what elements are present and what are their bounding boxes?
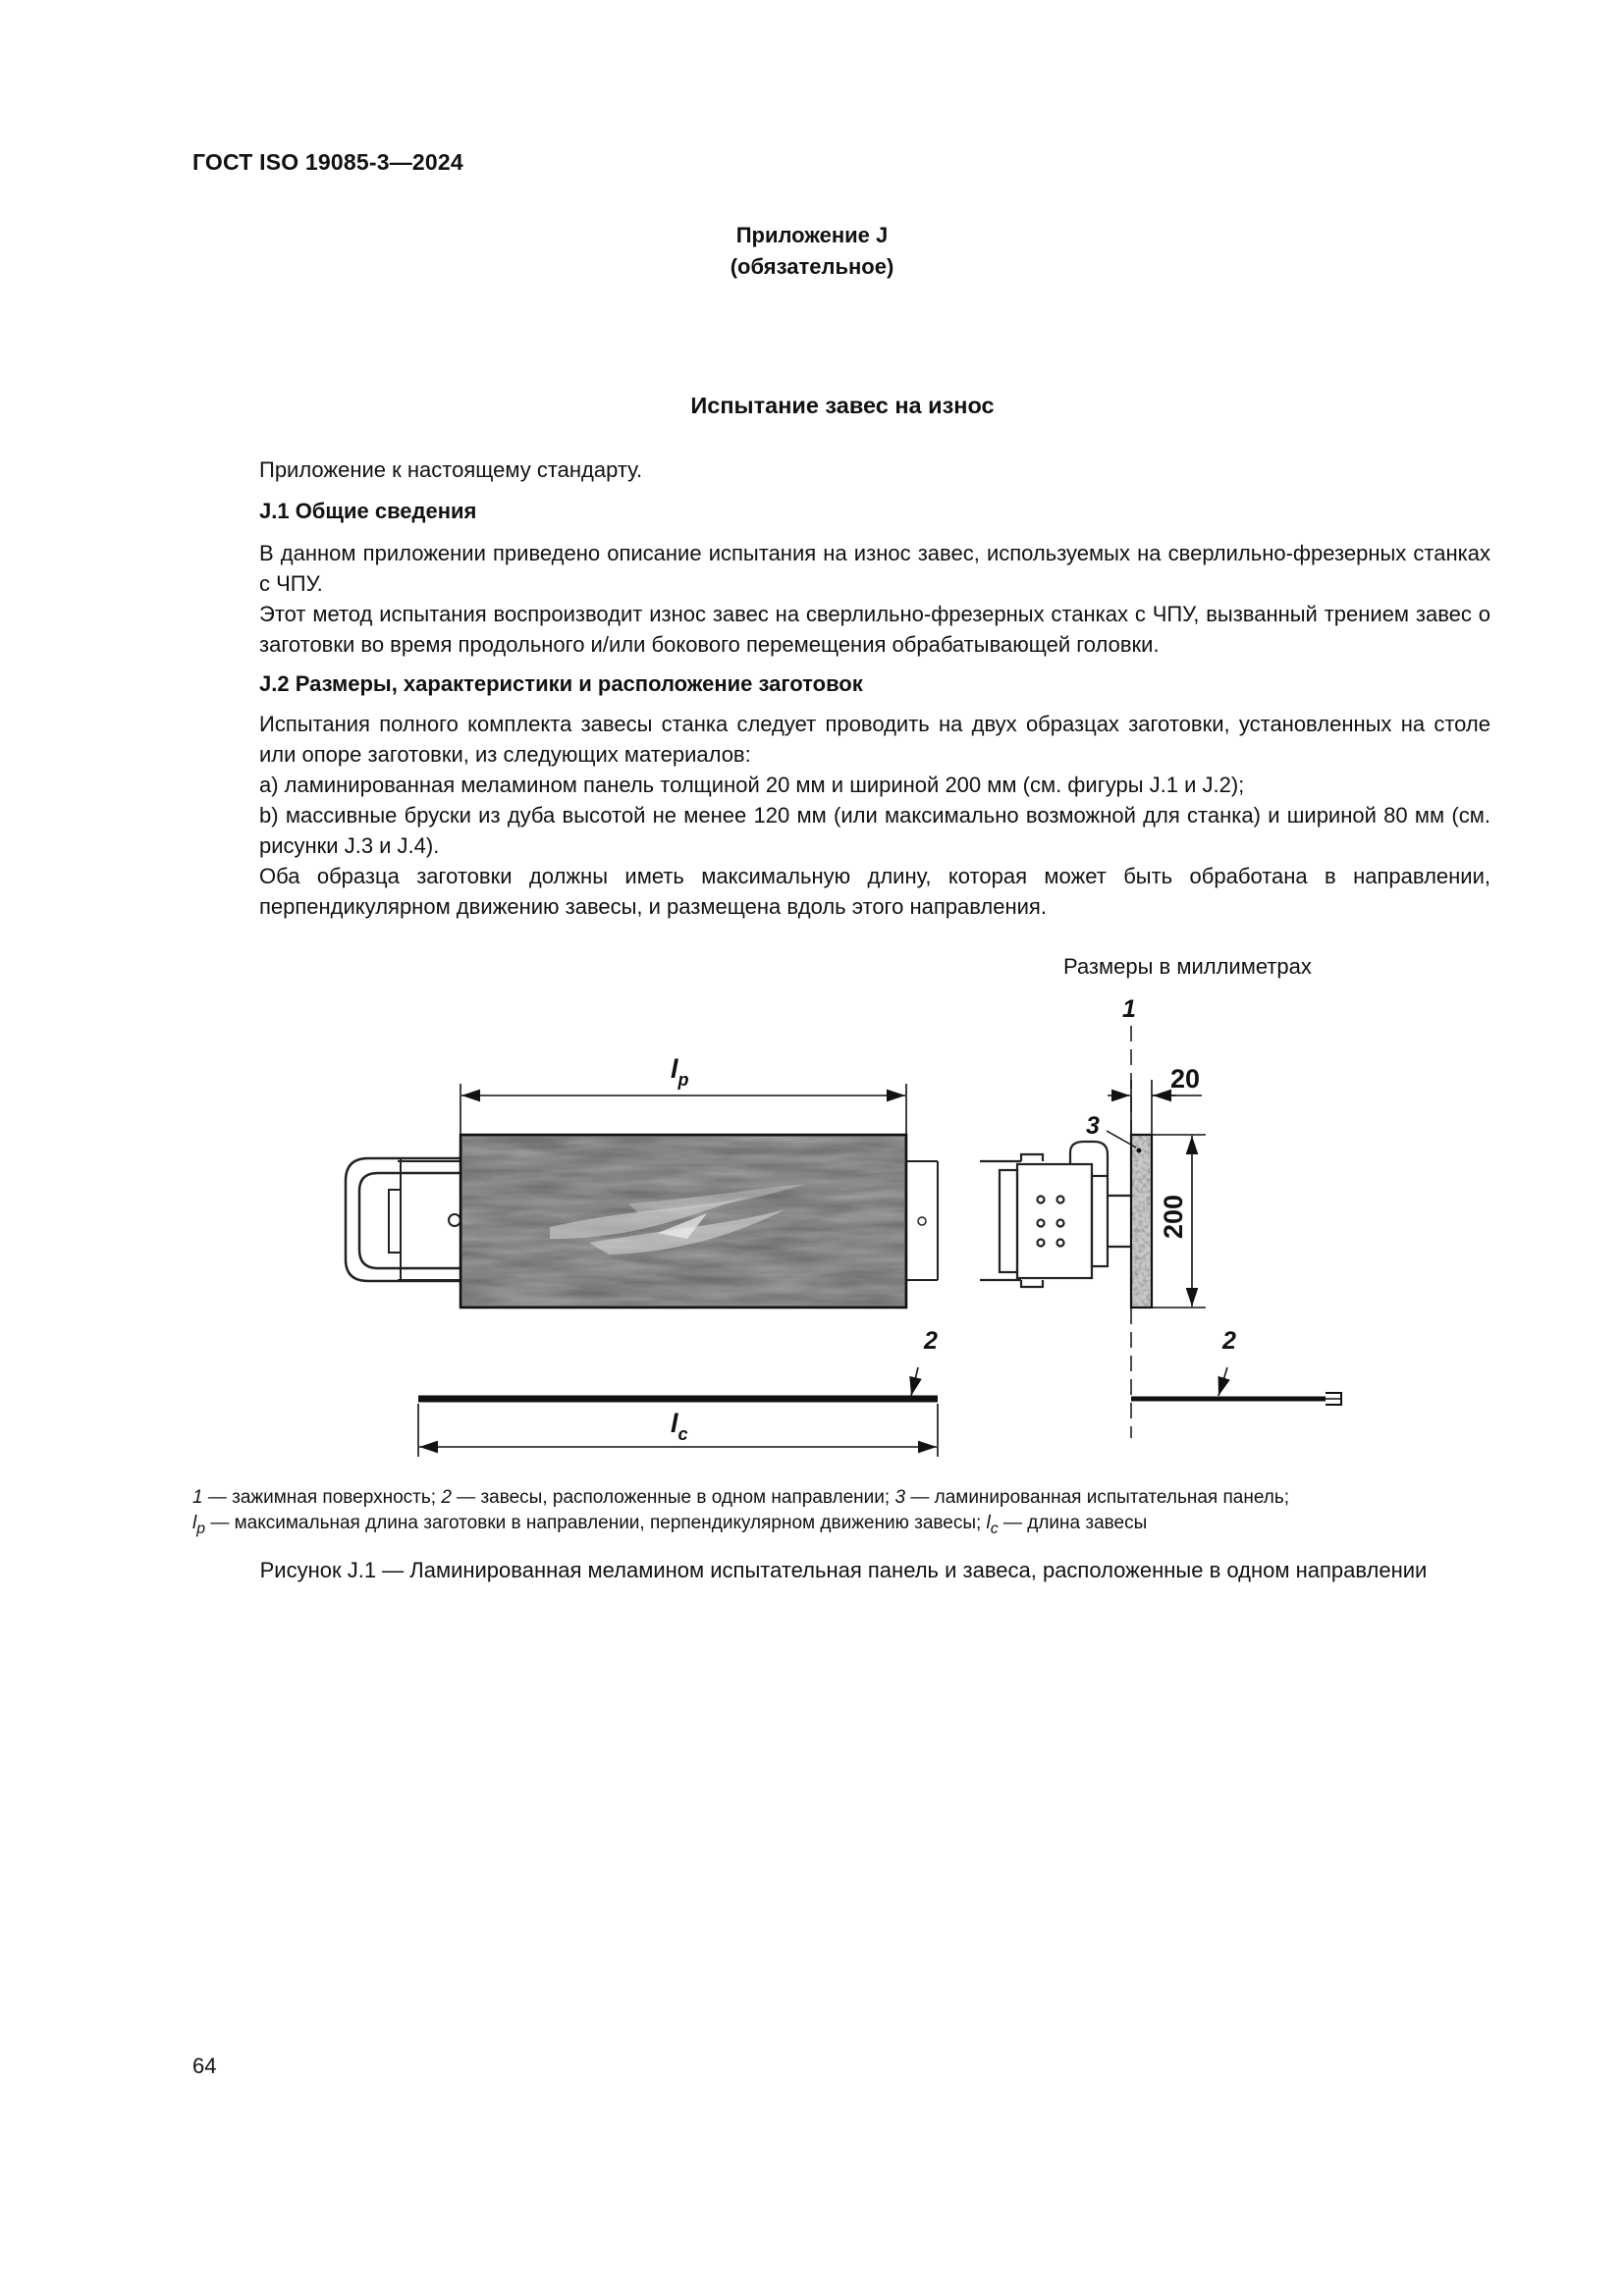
j1-heading: J.1 Общие сведения (259, 499, 477, 523)
document-header: ГОСТ ISO 19085-3—2024 (192, 149, 463, 175)
laminated-panel-top-view (460, 1135, 906, 1308)
j2-heading: J.2 Размеры, характеристики и расположение заготовок (259, 671, 863, 696)
clamp-right (980, 1142, 1131, 1287)
legend-key-3: 3 (894, 1487, 906, 1508)
label-2-right: 2 (1222, 1327, 1236, 1355)
legend-text-lc: — длина завесы (998, 1513, 1148, 1533)
j2-item-a-text: a) ламинированная меламином панель толщиной 20 мм и шириной 200 мм (см. фигуры J.1 и J.2); (259, 773, 1245, 797)
j2-text-1: Испытания полного комплекта завесы станка следует проводить на двух образцах заготовки, установленных на столе или опоре заготовки, из следующих материалов: (259, 712, 1490, 767)
panel-mark (1137, 1148, 1142, 1153)
rail-hole (918, 1217, 926, 1225)
dim-20-value: 20 (1170, 1064, 1201, 1094)
legend-text-3: — ламинированная испытательная панель; (905, 1487, 1290, 1508)
figure-legend (192, 1485, 1492, 1542)
curtain-strip-right (1131, 1367, 1341, 1405)
lp-label: $l_p$ (671, 1054, 689, 1090)
j1-text-2: Этот метод испытания воспроизводит износ завес на сверлильно-фрезерных станках с ЧПУ, вызванный трением завес о заготовки во время продольного и/или бокового перемещения обрабатывающей головки. (259, 602, 1490, 657)
legend-key-2: 2 (441, 1487, 452, 1508)
legend-key-1: 1 (192, 1487, 203, 1508)
label-3: 3 (1086, 1112, 1100, 1140)
label-2-left: 2 (924, 1327, 938, 1355)
legend-text-1: — зажимная поверхность; (202, 1487, 442, 1508)
legend-key-lp: $l_p$ (192, 1513, 206, 1537)
laminated-panel-side-view (1131, 1135, 1152, 1308)
units-note: Размеры в миллиметрах (1063, 954, 1312, 979)
annex-title: Приложение J (735, 223, 889, 247)
dim-200-value: 200 (1159, 1194, 1188, 1239)
label-1: 1 (1122, 995, 1136, 1023)
legend-key-lc: $l_c$ (986, 1513, 999, 1537)
j1-text-1: В данном приложении приведено описание испытания на износ завес, используемых на сверлильно-фрезерных станках с ЧПУ. (259, 541, 1490, 596)
annex-status: (обязательное) (730, 254, 894, 279)
legend-text-2: — завесы, расположенные в одном направлении; (451, 1487, 895, 1508)
clamp-left (346, 1158, 461, 1281)
curtain-strip-left (418, 1367, 938, 1399)
legend-text-lp: — максимальная длина заготовки в направлении, перпендикулярном движению завесы; (205, 1513, 987, 1533)
intro-text: Приложение к настоящему стандарту. (259, 457, 643, 482)
lc-label: $l_c$ (671, 1409, 688, 1444)
j2-text-2: Оба образца заготовки должны иметь максимальную длину, которая может быть обработана в направлении, перпендикулярном движению завесы, и размещена вдоль этого направления. (259, 864, 1490, 919)
section-title: Испытание завес на износ (690, 393, 995, 418)
page-number: 64 (192, 2054, 217, 2078)
dimension-lp (460, 1084, 906, 1135)
j2-item-b-text: b) массивные бруски из дуба высотой не менее 120 мм (или максимально возможной для станка) и шириной 80 мм (см. рисунки J.3 и J.4). (259, 803, 1490, 858)
figure-caption: Рисунок J.1 — Ламинированная меламином испытательная панель и завеса, расположенные в одном направлении (259, 1558, 1428, 1582)
